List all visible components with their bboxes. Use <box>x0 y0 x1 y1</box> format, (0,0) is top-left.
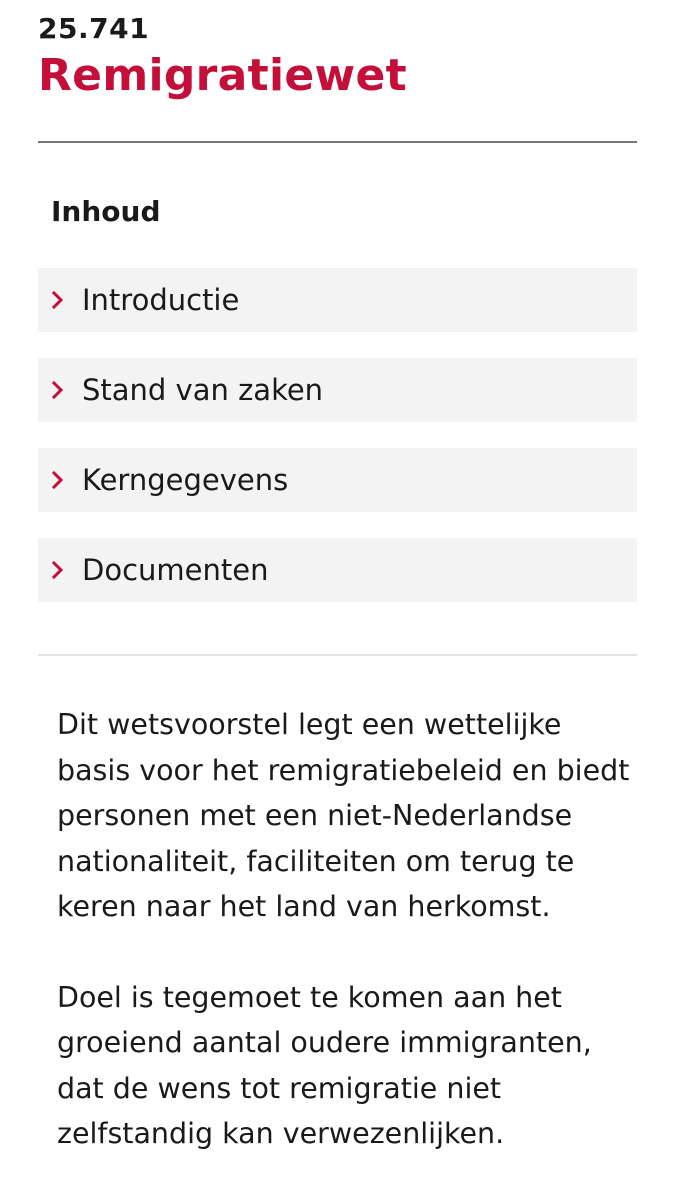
toc-item-introductie[interactable] <box>38 268 637 332</box>
chevron-right-icon <box>48 380 68 400</box>
intro-text <box>57 702 632 1202</box>
toc-item-kerngegevens[interactable] <box>38 448 637 512</box>
toc-item-label: Introductie <box>82 283 240 317</box>
chevron-right-icon <box>48 470 68 490</box>
page-title: Remigratiewet <box>38 50 407 101</box>
toc-heading: Inhoud <box>51 195 161 228</box>
toc-item-label: Kerngegevens <box>82 463 289 497</box>
toc-divider <box>38 654 637 656</box>
dossier-number: 25.741 <box>38 12 150 45</box>
toc-item-documenten[interactable] <box>38 538 637 602</box>
chevron-right-icon <box>48 290 68 310</box>
toc-list <box>38 268 637 628</box>
toc-item-stand-van-zaken[interactable] <box>38 358 637 422</box>
intro-paragraph: Dit wetsvoorstel legt een wettelijke basis voor het remigratiebeleid en biedt personen met een niet-Nederlandse nationaliteit, faciliteiten om terug te keren naar het land van herkomst. <box>57 708 630 923</box>
toc-item-label: Documenten <box>82 553 269 587</box>
intro-paragraph: Doel is tegemoet te komen aan het groeiend aantal oudere immigranten, dat de wens tot remigratie niet zelfstandig kan verwezenlijken. <box>57 980 592 1150</box>
title-divider <box>38 141 637 143</box>
toc-item-label: Stand van zaken <box>82 373 324 407</box>
chevron-right-icon <box>48 560 68 580</box>
